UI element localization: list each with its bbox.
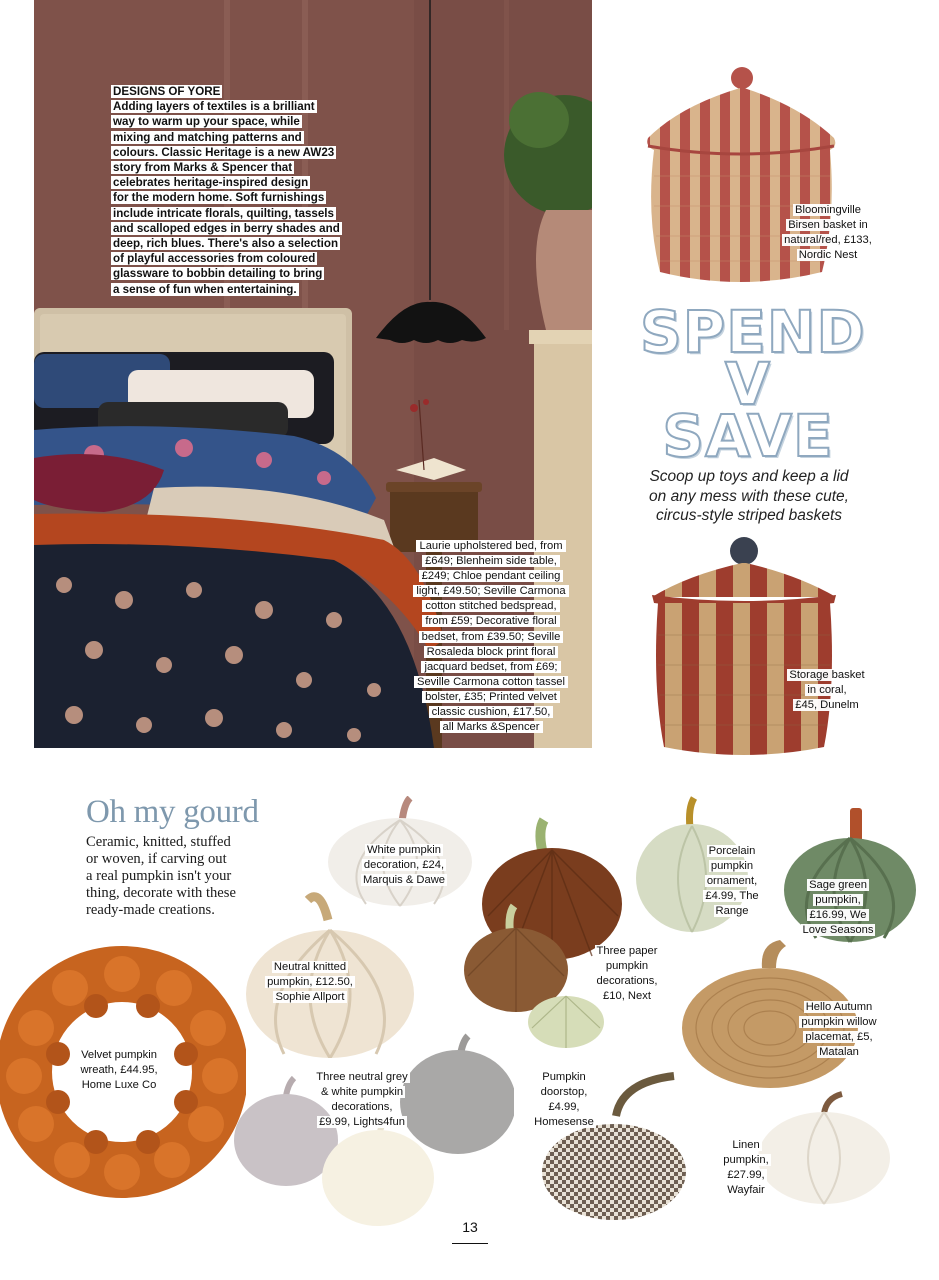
caption-line: £4.99, The <box>705 890 759 902</box>
caption-line: from £59; Decorative floral <box>422 615 559 627</box>
porcelain-pumpkin-caption <box>696 844 768 919</box>
caption-line: wreath, £44.95, <box>80 1064 158 1076</box>
intro-line: or woven, if carving out <box>86 851 227 867</box>
caption-line: bedset, from £39.50; Seville <box>419 631 564 643</box>
linen-pumpkin-caption <box>714 1138 778 1198</box>
caption-line: in coral, <box>807 684 847 696</box>
intro-line: thing, decorate with these <box>86 885 236 901</box>
subtitle-line: circus-style striped baskets <box>655 507 843 524</box>
caption-line: Home Luxe Co <box>81 1079 157 1091</box>
caption-line: Three neutral grey <box>316 1071 408 1083</box>
caption-line: Range <box>715 905 749 917</box>
save-basket-caption <box>778 668 876 713</box>
subtitle-line: Scoop up toys and keep a lid <box>649 468 849 485</box>
spend-v-save-title <box>640 298 866 470</box>
intro-line: and scalloped edges in berry shades and <box>113 221 340 235</box>
caption-line: Linen <box>732 1139 760 1151</box>
caption-line: White pumpkin <box>367 844 441 856</box>
caption-line: pumpkin <box>710 860 754 872</box>
caption-line: Love Seasons <box>802 924 874 936</box>
caption-line: Velvet pumpkin <box>81 1049 157 1061</box>
pumpkin-doorstop-caption <box>528 1070 600 1130</box>
intro-line: a real pumpkin isn't your <box>86 868 232 884</box>
caption-line: Bloomingville <box>795 204 861 216</box>
caption-line: Birsen basket in <box>788 219 868 231</box>
bedroom-product-caption <box>410 539 572 735</box>
caption-line: bolster, £35; Printed velvet <box>422 691 560 703</box>
caption-line: classic cushion, £17.50, <box>429 706 554 718</box>
caption-line: £4.99, <box>548 1101 580 1113</box>
page-number: 13 <box>462 1219 478 1235</box>
intro-line: colours. Classic Heritage is a new AW23 <box>113 145 335 159</box>
caption-line: Storage basket <box>789 669 865 681</box>
caption-line: £27.99, <box>727 1169 765 1181</box>
caption-line: Wayfair <box>727 1184 765 1196</box>
grey-white-pumpkins-image <box>232 1032 514 1228</box>
intro-line: a sense of fun when entertaining. <box>113 282 297 296</box>
caption-line: natural/red, £133, <box>784 234 872 246</box>
title-spend: SPEND <box>640 298 866 366</box>
caption-line: Rosaleda block print floral <box>424 646 559 658</box>
subtitle-line: on any mess with these cute, <box>649 487 849 505</box>
page-number-rule <box>452 1243 488 1244</box>
title-save: SAVE <box>662 402 834 470</box>
caption-line: light, £49.50; Seville Carmona <box>413 585 568 597</box>
caption-line: ornament, <box>706 875 758 887</box>
intro-line: way to warm up your space, while <box>113 115 300 129</box>
spend-basket-caption <box>772 203 884 263</box>
caption-line: Three paper <box>596 945 658 957</box>
intro-line: story from Marks & Spencer that <box>113 161 293 175</box>
title-v: V <box>725 350 771 418</box>
caption-line: £249; Chloe pendant ceiling <box>419 570 564 582</box>
gourd-title: Oh my gourd <box>86 794 259 830</box>
caption-line: Sage green <box>809 879 867 891</box>
caption-line: placemat, £5, <box>805 1031 873 1043</box>
intro-line: glassware to bobbin detailing to bring <box>113 267 323 281</box>
caption-line: pumpkin, <box>723 1154 769 1166</box>
caption-line: Marquis & Dawe <box>362 874 446 886</box>
caption-line: Neutral knitted <box>273 961 347 973</box>
caption-line: Nordic Nest <box>798 249 858 261</box>
caption-line: £9.99, Lights4fun <box>319 1116 405 1128</box>
intro-line: ready-made creations. <box>86 902 215 918</box>
caption-line: pumpkin willow <box>801 1016 877 1028</box>
intro-line: for the modern home. Soft furnishings <box>113 191 325 205</box>
caption-line: £649; Blenheim side table, <box>422 555 560 567</box>
intro-line: include intricate florals, quilting, tassels <box>113 206 334 220</box>
spend-v-save-subtitle <box>636 467 862 526</box>
save-basket-image <box>648 535 840 761</box>
grey-white-pumpkins-caption <box>310 1070 414 1130</box>
spend-basket-image <box>640 66 840 298</box>
caption-line: Porcelain <box>708 845 756 857</box>
caption-line: decoration, £24, <box>363 859 445 871</box>
caption-line: jacquard bedset, from £69; <box>421 661 560 673</box>
sage-green-pumpkin-caption <box>798 878 878 938</box>
caption-line: Pumpkin <box>542 1071 586 1083</box>
intro-line: Ceramic, knitted, stuffed <box>86 834 231 850</box>
caption-line: £16.99, We <box>809 909 867 921</box>
caption-line: Seville Carmona cotton tassel <box>414 676 568 688</box>
knitted-pumpkin-caption <box>260 960 360 1005</box>
intro-line: mixing and matching patterns and <box>113 130 302 144</box>
caption-line: Sophie Allport <box>275 991 345 1003</box>
intro-line: celebrates heritage-inspired design <box>113 176 309 190</box>
caption-line: & white pumpkin <box>320 1086 404 1098</box>
intro-heading: DESIGNS OF YORE <box>113 85 221 98</box>
caption-line: Homesense <box>534 1116 594 1128</box>
caption-line: pumpkin <box>605 960 649 972</box>
caption-line: £45, Dunelm <box>795 699 859 711</box>
caption-line: £10, Next <box>603 990 651 1002</box>
caption-line: Matalan <box>819 1046 859 1058</box>
willow-placemat-caption <box>794 1000 884 1060</box>
designs-of-yore-intro <box>111 84 356 297</box>
caption-line: cotton stitched bedspread, <box>422 600 559 612</box>
caption-line: all Marks &Spencer <box>440 721 543 733</box>
caption-line: decorations, <box>331 1101 393 1113</box>
paper-pumpkins-image <box>462 816 622 1048</box>
intro-line: deep, rich blues. There's also a selection <box>113 237 339 251</box>
intro-line: of playful accessories from coloured <box>113 252 316 266</box>
caption-line: doorstop, <box>540 1086 588 1098</box>
caption-line: pumpkin, <box>815 894 861 906</box>
paper-pumpkins-caption <box>588 944 666 1004</box>
caption-line: decorations, <box>596 975 658 987</box>
intro-line: Adding layers of textiles is a brilliant <box>113 100 315 114</box>
white-pumpkin-caption <box>352 843 456 888</box>
caption-line: pumpkin, £12.50, <box>267 976 353 988</box>
caption-line: Hello Autumn <box>805 1001 873 1013</box>
caption-line: Laurie upholstered bed, from <box>416 540 565 552</box>
velvet-wreath-caption <box>72 1048 166 1093</box>
